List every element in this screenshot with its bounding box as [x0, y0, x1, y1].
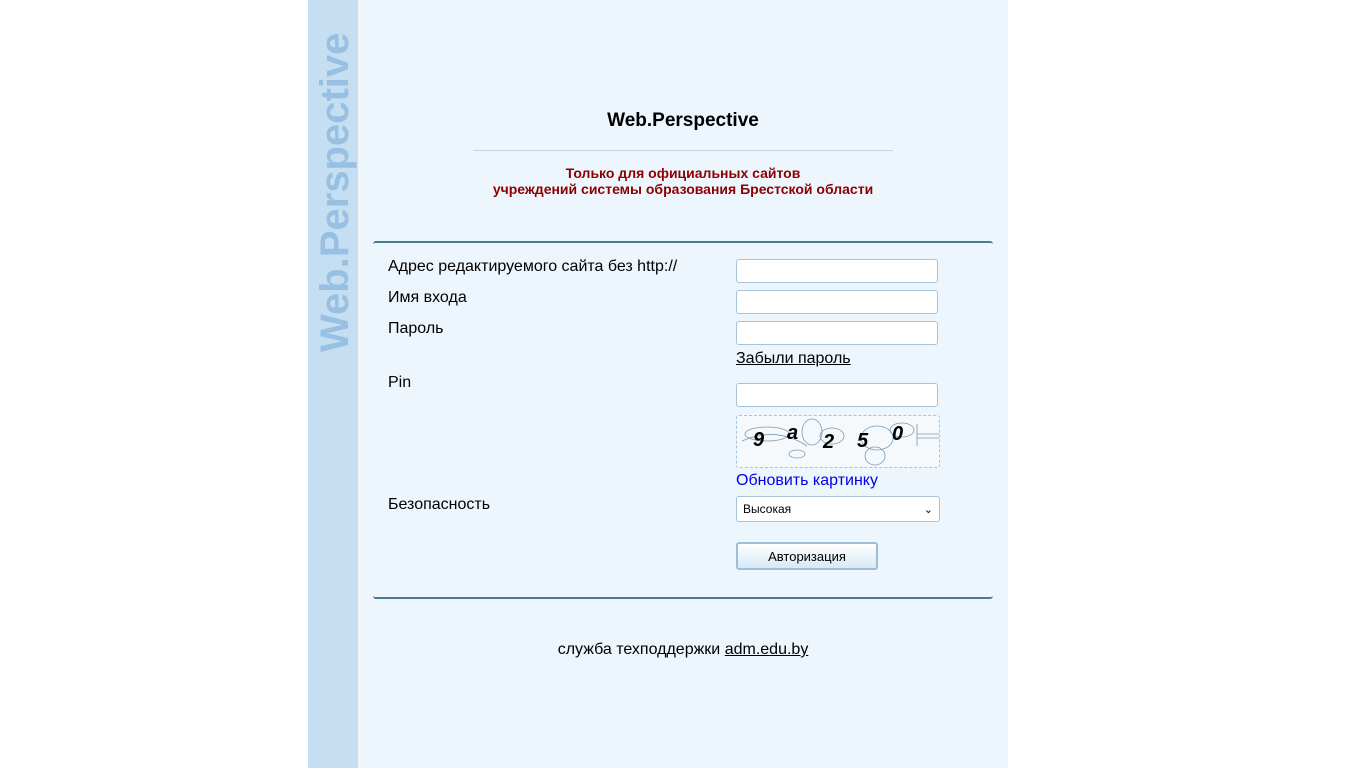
captcha-char-3: 2 — [823, 431, 835, 453]
refresh-captcha-link[interactable]: Обновить картинку — [736, 472, 878, 489]
captcha-image — [736, 415, 940, 468]
chevron-down-icon: ⌄ — [923, 503, 933, 516]
restriction-notice — [358, 165, 1008, 197]
forgot-password-link[interactable]: Забыли пароль — [736, 350, 851, 367]
support-link[interactable]: adm.edu.by — [724, 641, 809, 658]
login-label: Имя входа — [388, 289, 467, 306]
support-footer — [358, 641, 1008, 659]
captcha-char-4: 5 — [857, 430, 869, 452]
title-divider — [473, 150, 893, 151]
security-label: Безопасность — [388, 496, 491, 513]
security-select[interactable] — [736, 496, 940, 522]
pin-input[interactable] — [736, 383, 938, 407]
sidebar-logo-text: Web.Perspective — [313, 32, 357, 352]
captcha-char-5: 0 — [892, 423, 904, 445]
support-text: служба техподдержки — [557, 641, 721, 658]
password-label: Пароль — [388, 320, 444, 337]
page-container — [308, 0, 1008, 768]
login-form — [373, 241, 993, 599]
pin-label: Pin — [388, 374, 412, 391]
main-content — [358, 0, 1008, 768]
captcha-drawing — [737, 416, 939, 467]
sidebar — [308, 0, 358, 768]
notice-line-2: учреждений системы образования Брестской области — [492, 181, 874, 197]
captcha-char-2: a — [787, 422, 799, 444]
security-selected-value: Высокая — [743, 502, 792, 516]
site-address-input[interactable] — [736, 259, 938, 283]
authorize-button[interactable]: Авторизация — [736, 542, 878, 570]
captcha-char-1: 9 — [753, 429, 765, 451]
site-address-label: Адрес редактируемого сайта без http:// — [388, 258, 678, 275]
site-title: Web.Perspective — [607, 110, 759, 131]
login-input[interactable] — [736, 290, 938, 314]
notice-line-1: Только для официальных сайтов — [565, 165, 801, 181]
password-input[interactable] — [736, 321, 938, 345]
